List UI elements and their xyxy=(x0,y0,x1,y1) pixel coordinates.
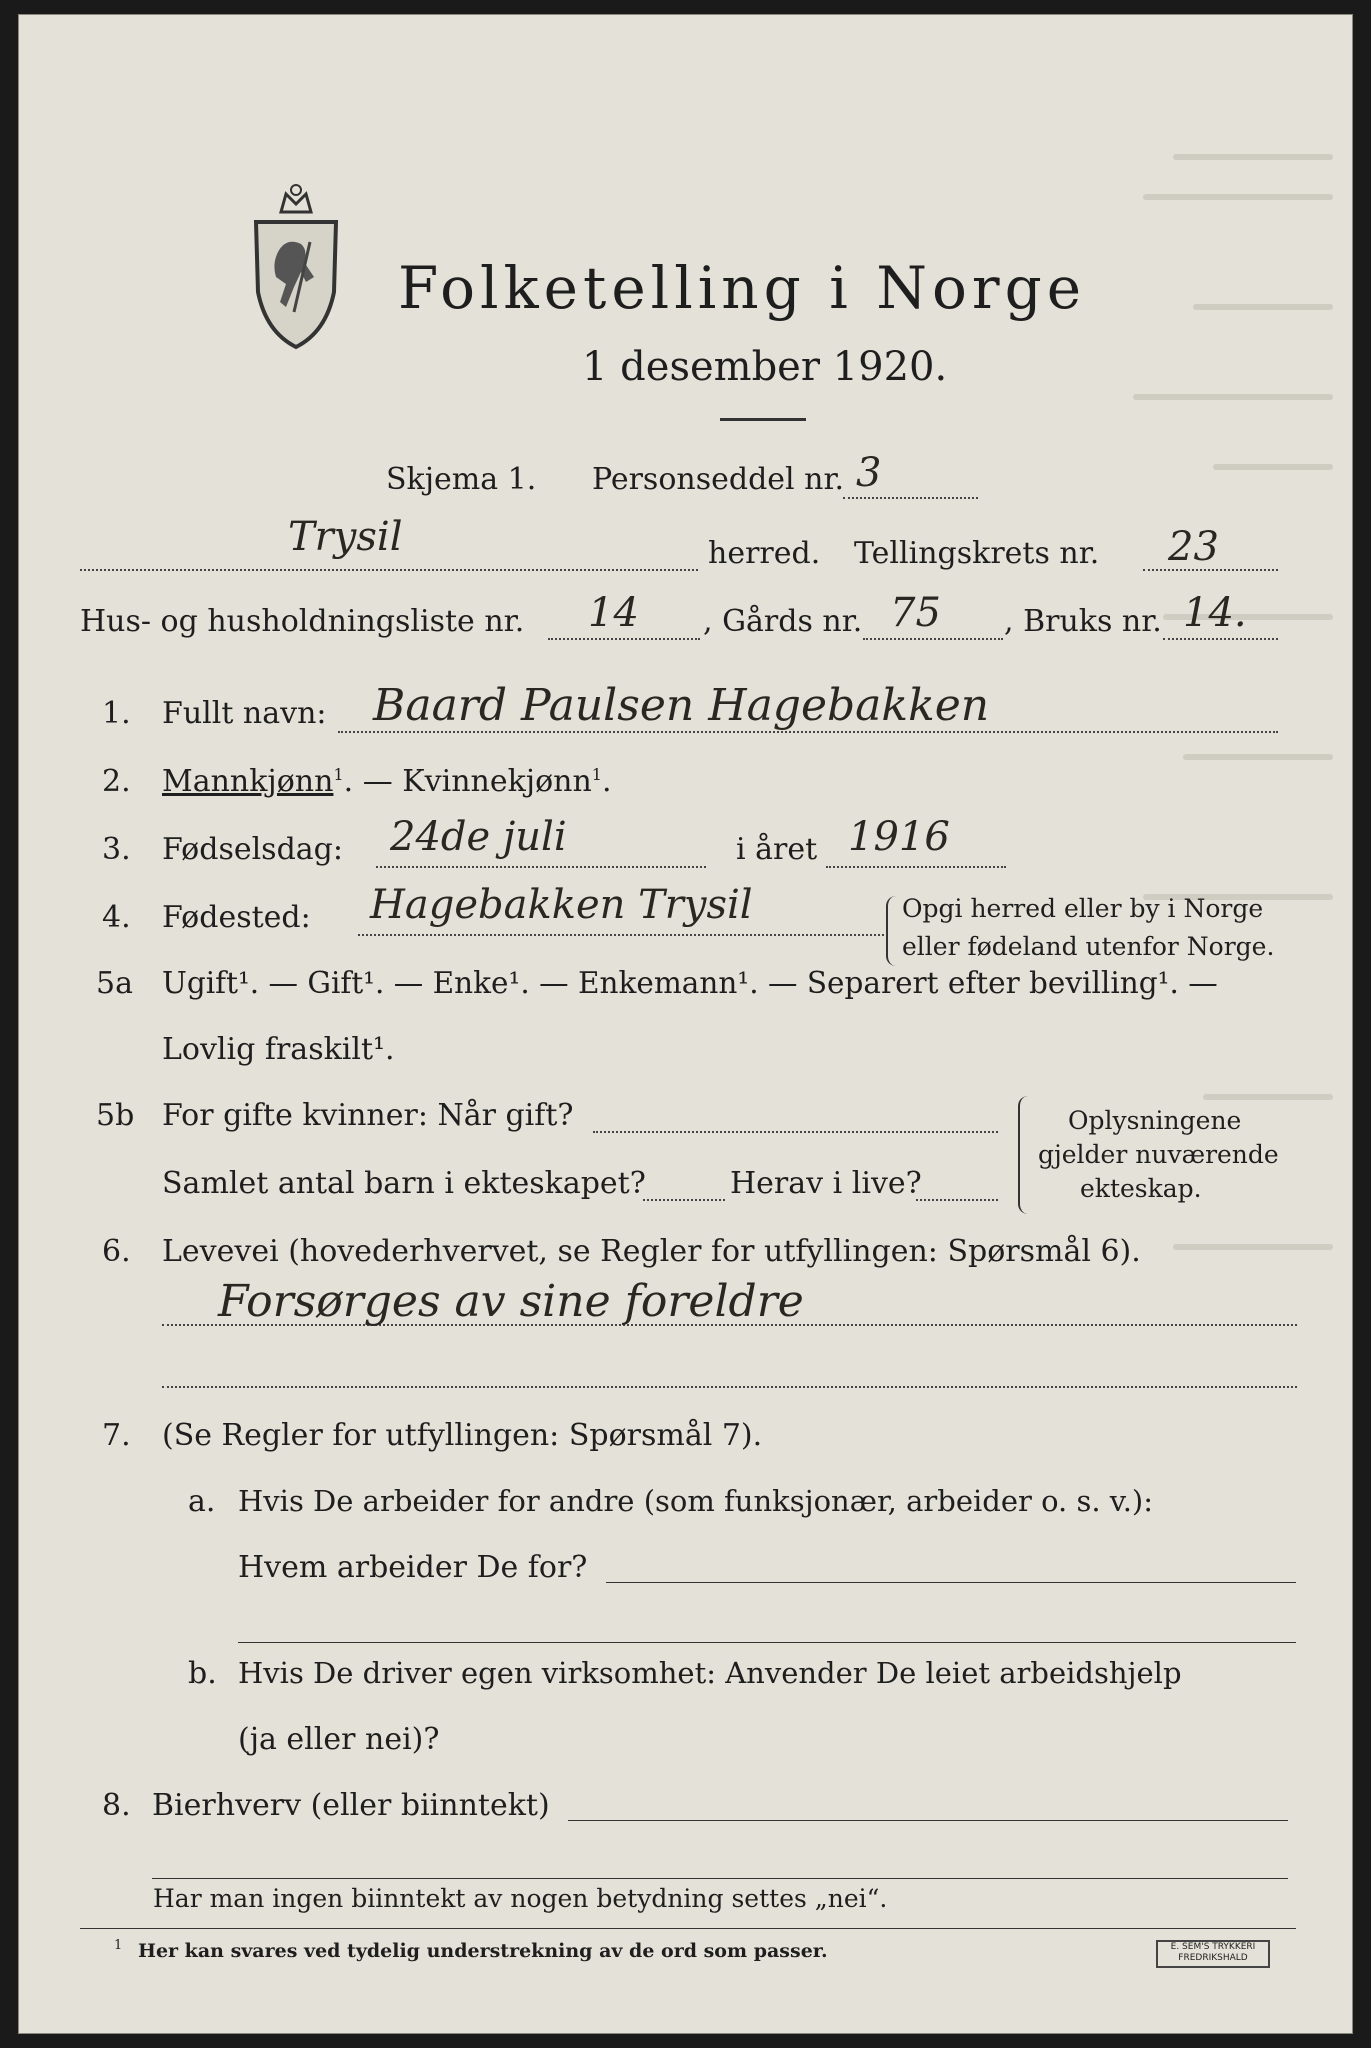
q7a-line2 xyxy=(238,1642,1296,1643)
q7-label: (Se Regler for utfyllingen: Spørsmål 7). xyxy=(162,1418,763,1453)
footer-note: Har man ingen biinntekt av nogen betydning settes „nei“. xyxy=(153,1884,888,1913)
q3-number: 3. xyxy=(102,832,131,867)
q8-line1 xyxy=(568,1820,1288,1821)
skjema-label: Skjema 1. xyxy=(386,462,537,497)
q5b-note-line2: gjelder nuværende xyxy=(1038,1140,1279,1169)
q7b-letter: b. xyxy=(188,1656,217,1691)
q3-day-line xyxy=(376,866,706,868)
husliste-value: 14 xyxy=(588,590,639,636)
q3-year-label: i året xyxy=(736,832,818,867)
footnote-mark: 1 xyxy=(114,1938,123,1953)
q3-year-line xyxy=(826,866,1006,868)
q5b-married-when-line xyxy=(593,1131,998,1133)
personseddel-value: 3 xyxy=(856,450,882,496)
q7a-letter: a. xyxy=(188,1484,216,1519)
q5a-number: 5a xyxy=(96,966,133,1001)
q5a-divorced-option: Lovlig fraskilt¹. xyxy=(162,1032,395,1067)
q3-label: Fødselsdag: xyxy=(162,832,343,867)
q5b-number: 5b xyxy=(96,1098,135,1133)
q7a-employer-label: Hvem arbeider De for? xyxy=(238,1550,588,1585)
bruks-value: 14. xyxy=(1183,590,1247,636)
q6-occupation-value: Forsørges av sine foreldre xyxy=(218,1276,804,1327)
q6-number: 6. xyxy=(102,1234,131,1269)
herred-label: herred. xyxy=(708,536,821,571)
q7a-line1 xyxy=(606,1582,1296,1583)
gards-value: 75 xyxy=(890,590,941,636)
bruks-line xyxy=(1163,638,1278,640)
q5b-children-label: Samlet antal barn i ekteskapet? xyxy=(162,1166,646,1201)
bleed-through-text xyxy=(1123,114,1353,1514)
husliste-line xyxy=(548,638,700,640)
q5b-children-line xyxy=(643,1199,725,1201)
q1-number: 1. xyxy=(102,696,131,731)
footer-divider xyxy=(80,1928,1296,1929)
gards-line xyxy=(863,638,1003,640)
q2-male-underlined: Mannkjønn xyxy=(162,764,334,799)
q5a-marital-options: Ugift¹. — Gift¹. — Enke¹. — Enkemann¹. — Separert efter bevilling¹. — xyxy=(162,966,1218,1000)
form-title: Folketelling i Norge xyxy=(398,254,1087,322)
q7-number: 7. xyxy=(102,1418,131,1453)
q5b-alive-label: Herav i live? xyxy=(730,1166,922,1201)
bruks-label: , Bruks nr. xyxy=(1004,604,1162,639)
q5b-alive-line xyxy=(916,1199,998,1201)
q2-sex-options: Mannkjønn$^1$. — Kvinnekjønn$^1$. xyxy=(162,764,612,799)
q5b-married-when-label: For gifte kvinner: Når gift? xyxy=(162,1098,574,1133)
q7b-question: Hvis De driver egen virksomhet: Anvender De leiet arbeidshjelp xyxy=(238,1656,1182,1690)
q3-birthday-value: 24de juli xyxy=(390,814,567,860)
title-divider xyxy=(720,418,806,421)
q7b-yesno-label: (ja eller nei)? xyxy=(238,1722,440,1757)
printer-stamp: E. SEM'S TRYKKERI FREDRIKSHALD xyxy=(1156,1940,1270,1968)
personseddel-line xyxy=(843,497,978,499)
norwegian-lion-crest-icon xyxy=(246,182,346,352)
footnote-text: Her kan svares ved tydelig understrekning av de ord som passer. xyxy=(138,1940,828,1962)
tellingskrets-value: 23 xyxy=(1168,524,1219,570)
q4-line xyxy=(358,934,888,936)
q1-line xyxy=(338,731,1278,733)
q2-number: 2. xyxy=(102,764,131,799)
q6-line2 xyxy=(162,1386,1297,1388)
q7a-question: Hvis De arbeider for andre (som funksjonær, arbeider o. s. v.): xyxy=(238,1484,1154,1518)
q8-line2 xyxy=(152,1878,1288,1879)
gards-label: , Gårds nr. xyxy=(703,604,863,639)
husliste-label: Hus- og husholdningsliste nr. xyxy=(80,604,525,639)
q1-label: Fullt navn: xyxy=(162,696,327,731)
q4-note-line2: eller fødeland utenfor Norge. xyxy=(902,932,1275,961)
personseddel-label: Personseddel nr. xyxy=(592,462,845,497)
q1-value-full-name: Baard Paulsen Hagebakken xyxy=(373,680,990,731)
q4-label: Fødested: xyxy=(162,900,311,935)
q4-number: 4. xyxy=(102,900,131,935)
q4-birthplace-value: Hagebakken Trysil xyxy=(370,882,753,928)
census-form-page xyxy=(18,14,1353,2034)
q8-number: 8. xyxy=(102,1788,131,1823)
q8-label: Bierhverv (eller biinntekt) xyxy=(152,1788,550,1823)
census-date: 1 desember 1920. xyxy=(582,344,948,390)
q4-note-line1: Opgi herred eller by i Norge xyxy=(902,894,1264,923)
herred-value: Trysil xyxy=(288,514,403,560)
q4-note-brace xyxy=(886,896,896,966)
q6-label: Levevei (hovederhvervet, se Regler for utfyllingen: Spørsmål 6). xyxy=(162,1234,1141,1269)
q5b-note-brace xyxy=(1018,1096,1030,1214)
tellingskrets-label: Tellingskrets nr. xyxy=(854,536,1100,571)
q3-year-value: 1916 xyxy=(848,814,950,860)
herred-line xyxy=(80,569,698,571)
q2-female: Kvinnekjønn xyxy=(402,764,592,799)
q5b-note-line1: Oplysningene xyxy=(1068,1106,1242,1135)
q5b-note-line3: ekteskap. xyxy=(1080,1174,1202,1203)
